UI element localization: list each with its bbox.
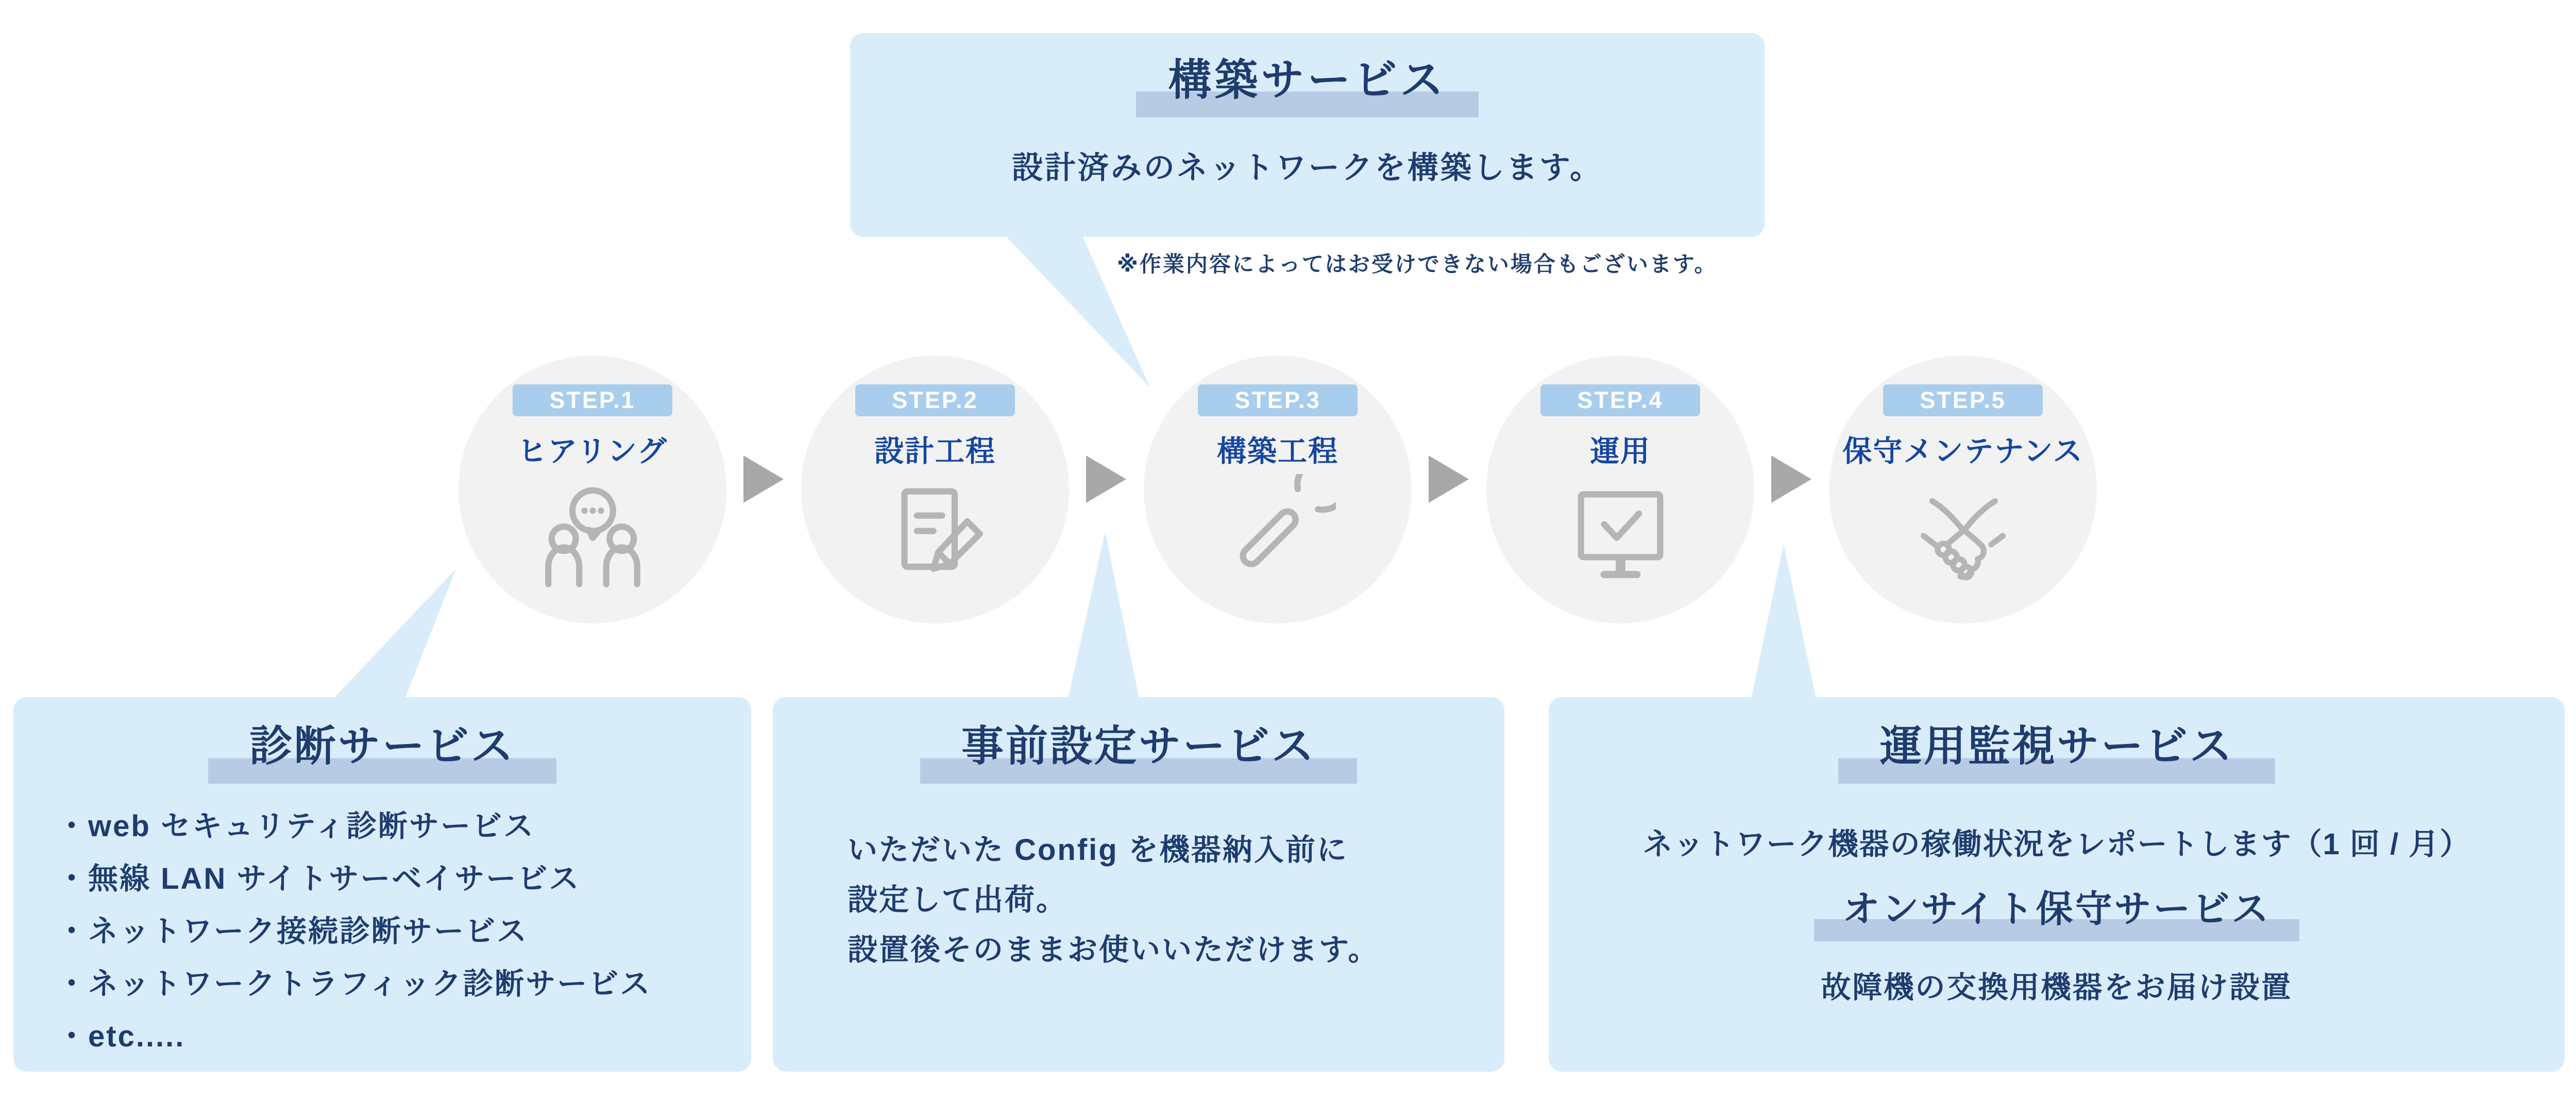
- diagnosis-title-row: [13, 723, 751, 784]
- arrow-step3-to-step4: [1429, 455, 1469, 503]
- diagnosis-service-title: 診断サービス: [208, 723, 556, 784]
- diagnosis-service-list: [57, 800, 751, 1063]
- construction-service-bubble: [850, 33, 1765, 237]
- monitor-check-icon: [1563, 474, 1679, 590]
- text-line: 設定して出荷。: [848, 883, 1068, 917]
- arrow-step4-to-step5: [1771, 455, 1811, 503]
- step-3-label: 構築工程: [1217, 435, 1338, 468]
- step-4-label: 運用: [1590, 435, 1651, 468]
- monitoring-service-title: 運用監視サービス: [1838, 723, 2275, 784]
- step-1-circle: [459, 356, 726, 623]
- list-item: ・web セキュリティ診断サービス: [57, 809, 535, 843]
- text-line: いただいた Config を機器納入前に: [848, 833, 1348, 867]
- diagnosis-service-card: [13, 697, 751, 1072]
- presetting-tail-to-step3: [1068, 532, 1139, 699]
- monitoring-tail-to-step5: [1751, 544, 1816, 699]
- onsite-service-line: 故障機の交換用機器をお届け設置: [1821, 971, 2293, 1005]
- step-3-badge: STEP.3: [1198, 384, 1358, 416]
- step-2-badge: STEP.2: [855, 384, 1015, 416]
- list-item: ・etc.....: [57, 1019, 185, 1053]
- onsite-service-title: オンサイト保守サービス: [1814, 889, 2300, 942]
- arrow-step2-to-step3: [1086, 455, 1126, 503]
- people-talking-icon: [535, 474, 651, 590]
- monitoring-report-line: ネットワーク機器の稼働状況をレポートします（1 回 / 月）: [1642, 827, 2471, 861]
- list-item: ・無線 LAN サイトサーベイサービス: [57, 861, 581, 895]
- construction-service-note: ※作業内容によってはお受けできない場合もございます。: [1117, 252, 1718, 276]
- step-4-circle: [1486, 356, 1754, 623]
- presetting-service-description: [848, 825, 1504, 975]
- step-5-badge: STEP.5: [1883, 384, 2043, 416]
- step-3-circle: [1144, 356, 1412, 623]
- arrow-step1-to-step2: [743, 455, 784, 503]
- list-item: ・ネットワークトラフィック診断サービス: [57, 967, 652, 1001]
- step-2-label: 設計工程: [874, 435, 996, 468]
- handshake-icon: [1905, 474, 2021, 590]
- construction-service-description: 設計済みのネットワークを構築します。: [1011, 150, 1603, 185]
- presetting-title-row: [773, 723, 1504, 784]
- step-1-badge: STEP.1: [513, 384, 672, 416]
- presetting-service-card: [773, 697, 1504, 1072]
- list-item: ・ネットワーク接続診断サービス: [57, 914, 529, 948]
- construction-service-title: 構築サービス: [1136, 56, 1478, 117]
- monitoring-title-row: [1549, 723, 2565, 784]
- step-5-label: 保守メンテナンス: [1842, 435, 2083, 468]
- step-2-circle: [801, 356, 1069, 623]
- onsite-title-row: [1549, 889, 2565, 942]
- text-line: 設置後そのままお使いいただけます。: [848, 933, 1380, 967]
- step-1-label: ヒアリング: [517, 435, 668, 468]
- diagnosis-tail-to-step1: [333, 569, 456, 699]
- wrench-icon: [1220, 474, 1336, 590]
- monitoring-service-card: [1549, 697, 2565, 1072]
- step-4-badge: STEP.4: [1540, 384, 1700, 416]
- step-5-circle: [1829, 356, 2097, 623]
- document-pencil-icon: [877, 474, 993, 590]
- presetting-service-title: 事前設定サービス: [920, 723, 1357, 784]
